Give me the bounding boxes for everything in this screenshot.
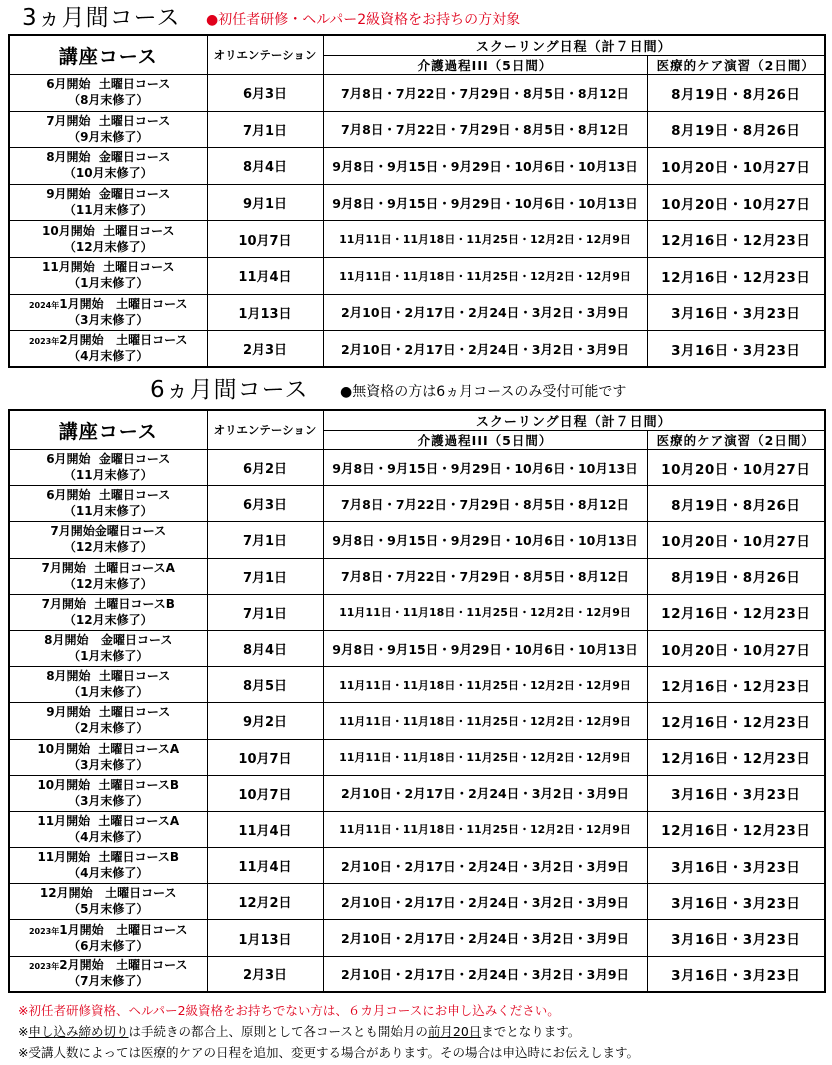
- course-name-cell: [9, 111, 207, 148]
- course-end-label: （11月末修了）: [63, 468, 153, 483]
- course-end-label: （4月末修了）: [68, 829, 149, 844]
- course-name-cell: [9, 148, 207, 185]
- care-dates-cell: 12月16日・12月23日: [647, 811, 825, 847]
- course-name-cell: [9, 594, 207, 630]
- process-dates-cell: 7月8日・7月22日・7月29日・8月5日・8月12日: [323, 486, 647, 522]
- care-dates-cell: 3月16日・3月23日: [647, 331, 825, 368]
- course-year-label: 2023年: [28, 962, 60, 972]
- course-end-label: （1月末修了）: [68, 649, 149, 664]
- course-title-label: 10月開始 土曜日コースA: [37, 741, 180, 756]
- process-dates-cell: 11月11日・11月18日・11月25日・12月2日・12月9日: [323, 811, 647, 847]
- section-note: ●初任者研修・ヘルパー2級資格をお持ちの方対象: [206, 12, 521, 28]
- table-row: [9, 111, 825, 148]
- course-name-cell: [9, 75, 207, 112]
- course-name-cell: [9, 221, 207, 258]
- course-name-cell: [9, 184, 207, 221]
- care-dates-cell: 8月19日・8月26日: [647, 558, 825, 594]
- process-dates-cell: 2月10日・2月17日・2月24日・3月2日・3月9日: [323, 294, 647, 331]
- course-name-cell: [9, 257, 207, 294]
- process-dates-cell: 2月10日・2月17日・2月24日・3月2日・3月9日: [323, 956, 647, 992]
- table-row: [9, 486, 825, 522]
- table-body: [9, 450, 825, 993]
- table-row: [9, 221, 825, 258]
- orientation-date-cell: 11月4日: [207, 257, 323, 294]
- care-dates-cell: 3月16日・3月23日: [647, 956, 825, 992]
- orientation-date-cell: 1月13日: [207, 294, 323, 331]
- course-end-label: （12月末修了）: [63, 239, 153, 254]
- process-dates-cell: 2月10日・2月17日・2月24日・3月2日・3月9日: [323, 884, 647, 920]
- course-name-cell: [9, 450, 207, 486]
- table-row: [9, 522, 825, 558]
- course-start-label: [10, 886, 207, 902]
- course-title-label: 11月開始 土曜日コースA: [37, 813, 180, 828]
- footnote-1: ※初任者研修資格、ヘルパー2級資格をお持ちでない方は、６カ月コースにお申し込みください。: [18, 1003, 560, 1018]
- course-end-label: （4月末修了）: [68, 349, 149, 364]
- footnote-2-deadline: 申し込み締め切り: [28, 1024, 129, 1039]
- table-row: [9, 739, 825, 775]
- table-row: [9, 667, 825, 703]
- process-dates-cell: 11月11日・11月18日・11月25日・12月2日・12月9日: [323, 594, 647, 630]
- course-title-label: 7月開始金曜日コース: [50, 524, 167, 539]
- table-row: [9, 184, 825, 221]
- table-row: [9, 884, 825, 920]
- course-end-label: （3月末修了）: [68, 757, 149, 772]
- course-end-label: （1月末修了）: [68, 685, 149, 700]
- course-start-label: [10, 452, 207, 468]
- care-dates-cell: 12月16日・12月23日: [647, 221, 825, 258]
- care-dates-cell: 8月19日・8月26日: [647, 486, 825, 522]
- process-dates-cell: 7月8日・7月22日・7月29日・8月5日・8月12日: [323, 75, 647, 112]
- course-title-label: 6月開始 土曜日コース: [46, 488, 171, 503]
- course-title-label: 11月開始 土曜日コース: [42, 260, 175, 275]
- course-start-label: [10, 150, 207, 166]
- course-end-label: （3月末修了）: [68, 793, 149, 808]
- course-year-label: 2024年: [28, 300, 60, 310]
- course-start-label: [10, 333, 207, 349]
- table-row: [9, 594, 825, 630]
- course-name-cell: [9, 811, 207, 847]
- course-name-cell: [9, 294, 207, 331]
- orientation-date-cell: 10月7日: [207, 775, 323, 811]
- orientation-date-cell: 8月4日: [207, 148, 323, 185]
- orientation-date-cell: 6月3日: [207, 486, 323, 522]
- course-name-cell: [9, 703, 207, 739]
- schedule-table-6month: [8, 409, 826, 993]
- course-start-label: [10, 297, 207, 313]
- course-start-label: [10, 633, 207, 649]
- orientation-date-cell: 6月3日: [207, 75, 323, 112]
- course-title-label: 1月開始 土曜日コース: [59, 296, 188, 311]
- course-start-label: [10, 260, 207, 276]
- course-end-label: （5月末修了）: [68, 902, 149, 917]
- process-dates-cell: 9月8日・9月15日・9月29日・10月6日・10月13日: [323, 450, 647, 486]
- course-title-label: 2月開始 土曜日コース: [59, 333, 188, 348]
- schedule-table-3month: [8, 34, 826, 368]
- course-end-label: （8月末修了）: [68, 93, 149, 108]
- course-title-label: 12月開始 土曜日コース: [39, 886, 177, 901]
- course-start-label: [10, 561, 207, 577]
- course-name-cell: [9, 884, 207, 920]
- course-start-label: [10, 669, 207, 685]
- course-name-cell: [9, 667, 207, 703]
- care-dates-cell: 8月19日・8月26日: [647, 111, 825, 148]
- process-dates-cell: 9月8日・9月15日・9月29日・10月6日・10月13日: [323, 148, 647, 185]
- footnote-2-prefix: ※: [18, 1024, 29, 1039]
- course-start-label: [10, 488, 207, 504]
- orientation-date-cell: 6月2日: [207, 450, 323, 486]
- care-dates-cell: 3月16日・3月23日: [647, 848, 825, 884]
- table-body: [9, 75, 825, 368]
- process-dates-cell: 7月8日・7月22日・7月29日・8月5日・8月12日: [323, 111, 647, 148]
- section-note: ●無資格の方は6ヵ月コースのみ受付可能です: [340, 384, 627, 400]
- table-row: [9, 775, 825, 811]
- orientation-date-cell: 11月4日: [207, 848, 323, 884]
- footnote-3: ※受講人数によっては医療的ケアの日程を追加、変更する場合があります。その場合は申込時にお伝えします。: [18, 1045, 639, 1060]
- course-end-label: （6月末修了）: [68, 938, 149, 953]
- course-title-label: 8月開始 土曜日コース: [46, 669, 171, 684]
- process-dates-cell: 2月10日・2月17日・2月24日・3月2日・3月9日: [323, 848, 647, 884]
- footnote-2: [18, 1021, 818, 1042]
- process-dates-cell: 11月11日・11月18日・11月25日・12月2日・12月9日: [323, 257, 647, 294]
- care-dates-cell: 12月16日・12月23日: [647, 257, 825, 294]
- orientation-date-cell: 2月3日: [207, 331, 323, 368]
- header-orientation: オリエンテーション: [207, 410, 323, 450]
- orientation-date-cell: 10月7日: [207, 739, 323, 775]
- header-schooling: スクーリング日程（計７日間）: [323, 35, 825, 56]
- orientation-date-cell: 7月1日: [207, 522, 323, 558]
- section-title: 6ヵ月間コース: [150, 377, 309, 403]
- course-end-label: （12月末修了）: [63, 540, 153, 555]
- orientation-date-cell: 8月4日: [207, 630, 323, 666]
- care-dates-cell: 12月16日・12月23日: [647, 667, 825, 703]
- care-dates-cell: 10月20日・10月27日: [647, 184, 825, 221]
- header-process: 介護過程III（5日間）: [323, 431, 647, 450]
- header-orientation: オリエンテーション: [207, 35, 323, 75]
- process-dates-cell: 11月11日・11月18日・11月25日・12月2日・12月9日: [323, 703, 647, 739]
- table-row: [9, 294, 825, 331]
- course-name-cell: [9, 558, 207, 594]
- course-end-label: （10月末修了）: [63, 166, 153, 181]
- care-dates-cell: 12月16日・12月23日: [647, 703, 825, 739]
- course-start-label: [10, 705, 207, 721]
- orientation-date-cell: 7月1日: [207, 558, 323, 594]
- course-start-label: [10, 114, 207, 130]
- course-year-label: 2023年: [28, 926, 60, 936]
- course-title-label: 9月開始 金曜日コース: [46, 187, 171, 202]
- course-title-label: 8月開始 金曜日コース: [44, 633, 173, 648]
- course-name-cell: [9, 775, 207, 811]
- orientation-date-cell: 9月1日: [207, 184, 323, 221]
- course-name-cell: [9, 956, 207, 992]
- course-end-label: （12月末修了）: [63, 576, 153, 591]
- table-row: [9, 257, 825, 294]
- table-row: [9, 630, 825, 666]
- course-end-label: （3月末修了）: [68, 312, 149, 327]
- course-start-label: [10, 958, 207, 974]
- section-title: 3ヵ月間コース: [22, 5, 181, 31]
- course-start-label: [10, 597, 207, 613]
- course-end-label: （12月末修了）: [63, 612, 153, 627]
- care-dates-cell: 3月16日・3月23日: [647, 775, 825, 811]
- course-start-label: [10, 778, 207, 794]
- course-end-label: （2月末修了）: [68, 721, 149, 736]
- table-row: [9, 331, 825, 368]
- course-title-label: 9月開始 土曜日コース: [46, 705, 171, 720]
- orientation-date-cell: 1月13日: [207, 920, 323, 956]
- table-row: [9, 148, 825, 185]
- course-name-cell: [9, 739, 207, 775]
- course-end-label: （4月末修了）: [68, 866, 149, 881]
- course-name-cell: [9, 630, 207, 666]
- course-start-label: [10, 923, 207, 939]
- course-title-label: 7月開始 土曜日コースA: [41, 560, 175, 575]
- process-dates-cell: 2月10日・2月17日・2月24日・3月2日・3月9日: [323, 920, 647, 956]
- course-title-label: 1月開始 土曜日コース: [59, 922, 188, 937]
- course-name-cell: [9, 486, 207, 522]
- orientation-date-cell: 12月2日: [207, 884, 323, 920]
- process-dates-cell: 9月8日・9月15日・9月29日・10月6日・10月13日: [323, 522, 647, 558]
- table-row: [9, 811, 825, 847]
- course-start-label: [10, 742, 207, 758]
- table-row: [9, 75, 825, 112]
- care-dates-cell: 8月19日・8月26日: [647, 75, 825, 112]
- table-row: [9, 848, 825, 884]
- process-dates-cell: 11月11日・11月18日・11月25日・12月2日・12月9日: [323, 739, 647, 775]
- section-header-6month: [0, 374, 832, 404]
- course-title-label: 7月開始 土曜日コース: [46, 113, 171, 128]
- header-care: 医療的ケア演習（2日間）: [647, 431, 825, 450]
- footnote-2-suffix: までとなります。: [481, 1024, 581, 1039]
- header-process: 介護過程III（5日間）: [323, 56, 647, 75]
- care-dates-cell: 3月16日・3月23日: [647, 294, 825, 331]
- course-name-cell: [9, 848, 207, 884]
- care-dates-cell: 12月16日・12月23日: [647, 739, 825, 775]
- process-dates-cell: 2月10日・2月17日・2月24日・3月2日・3月9日: [323, 331, 647, 368]
- course-title-label: 8月開始 金曜日コース: [46, 150, 171, 165]
- course-end-label: （11月末修了）: [63, 504, 153, 519]
- process-dates-cell: 2月10日・2月17日・2月24日・3月2日・3月9日: [323, 775, 647, 811]
- course-name-cell: [9, 331, 207, 368]
- course-end-label: （1月末修了）: [68, 276, 149, 291]
- course-title-label: 7月開始 土曜日コースB: [41, 596, 175, 611]
- process-dates-cell: 11月11日・11月18日・11月25日・12月2日・12月9日: [323, 221, 647, 258]
- course-title-label: 10月開始 土曜日コース: [42, 223, 175, 238]
- table-row: [9, 956, 825, 992]
- care-dates-cell: 3月16日・3月23日: [647, 920, 825, 956]
- course-year-label: 2023年: [28, 337, 60, 347]
- process-dates-cell: 9月8日・9月15日・9月29日・10月6日・10月13日: [323, 630, 647, 666]
- course-title-label: 6月開始 金曜日コース: [46, 452, 171, 467]
- course-start-label: [10, 850, 207, 866]
- course-name-cell: [9, 522, 207, 558]
- care-dates-cell: 10月20日・10月27日: [647, 630, 825, 666]
- orientation-date-cell: 7月1日: [207, 594, 323, 630]
- process-dates-cell: 9月8日・9月15日・9月29日・10月6日・10月13日: [323, 184, 647, 221]
- course-end-label: （7月末修了）: [68, 974, 149, 989]
- footnote-2-date: 前月20日: [427, 1024, 482, 1039]
- table-row: [9, 558, 825, 594]
- course-title-label: 10月開始 土曜日コースB: [37, 777, 180, 792]
- process-dates-cell: 7月8日・7月22日・7月29日・8月5日・8月12日: [323, 558, 647, 594]
- care-dates-cell: 10月20日・10月27日: [647, 522, 825, 558]
- course-start-label: [10, 224, 207, 240]
- orientation-date-cell: 2月3日: [207, 956, 323, 992]
- footnotes: [18, 1000, 818, 1063]
- table-row: [9, 450, 825, 486]
- care-dates-cell: 3月16日・3月23日: [647, 884, 825, 920]
- table-row: [9, 920, 825, 956]
- orientation-date-cell: 10月7日: [207, 221, 323, 258]
- orientation-date-cell: 9月2日: [207, 703, 323, 739]
- footnote-2-middle: は手続きの都合上、原則として各コースとも開始月の: [128, 1024, 428, 1039]
- care-dates-cell: 10月20日・10月27日: [647, 148, 825, 185]
- course-name-cell: [9, 920, 207, 956]
- table-row: [9, 703, 825, 739]
- orientation-date-cell: 11月4日: [207, 811, 323, 847]
- care-dates-cell: 10月20日・10月27日: [647, 450, 825, 486]
- course-end-label: （11月末修了）: [63, 203, 153, 218]
- course-title-label: 6月開始 土曜日コース: [46, 77, 171, 92]
- care-dates-cell: 12月16日・12月23日: [647, 594, 825, 630]
- header-schooling: スクーリング日程（計７日間）: [323, 410, 825, 431]
- course-end-label: （9月末修了）: [68, 129, 149, 144]
- course-title-label: 11月開始 土曜日コースB: [37, 850, 180, 865]
- course-start-label: [10, 187, 207, 203]
- process-dates-cell: 11月11日・11月18日・11月25日・12月2日・12月9日: [323, 667, 647, 703]
- orientation-date-cell: 7月1日: [207, 111, 323, 148]
- course-title-label: 2月開始 土曜日コース: [59, 958, 188, 973]
- orientation-date-cell: 8月5日: [207, 667, 323, 703]
- header-care: 医療的ケア演習（2日間）: [647, 56, 825, 75]
- header-course: 講座コース: [9, 410, 207, 450]
- course-start-label: [10, 77, 207, 93]
- header-course: 講座コース: [9, 35, 207, 75]
- course-start-label: [10, 524, 207, 540]
- course-start-label: [10, 814, 207, 830]
- section-header-3month: [0, 2, 832, 32]
